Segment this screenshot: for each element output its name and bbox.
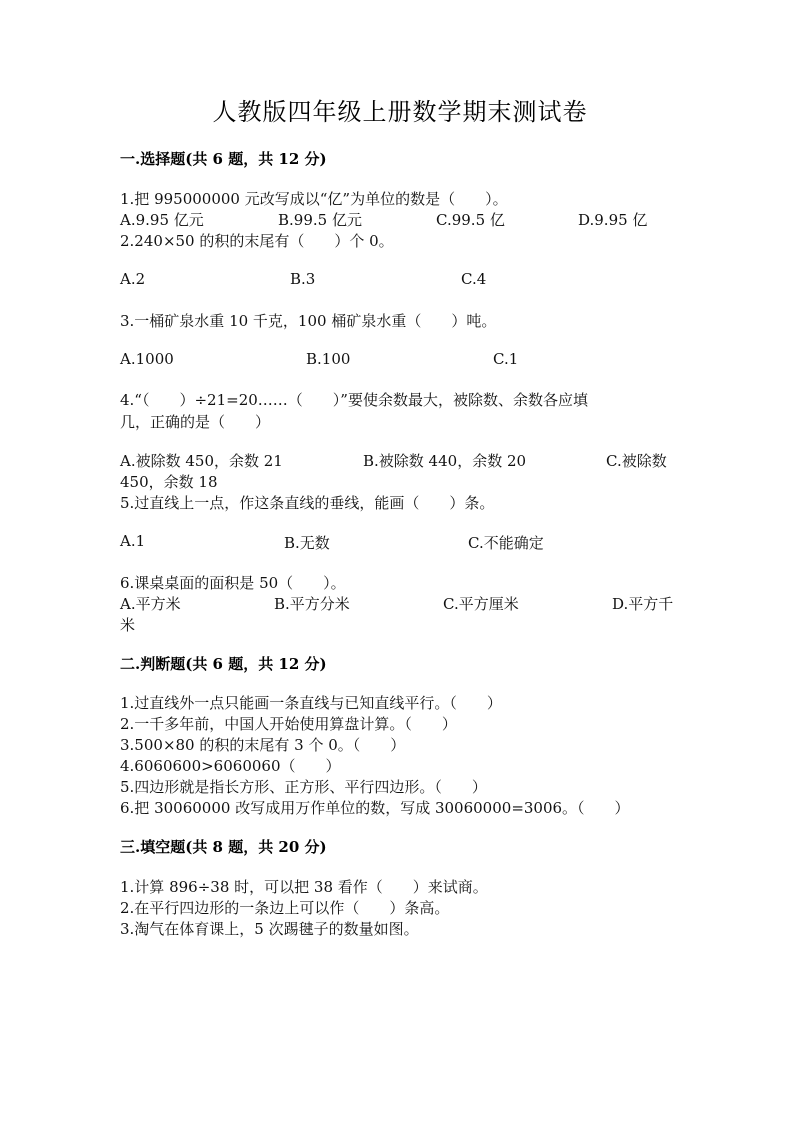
question-6-stem: 6.课桌桌面的面积是 50（ ）。: [120, 574, 346, 592]
question-4-option-b: B.被除数 440，余数 20: [363, 452, 527, 470]
question-1-option-d: D.9.95 亿: [578, 211, 648, 229]
question-2-option-c: C.4: [461, 270, 487, 288]
question-1-option-c: C.99.5 亿: [436, 211, 505, 229]
fill-item-2: 2.在平行四边形的一条边上可以作（ ）条高。: [120, 899, 450, 917]
judge-item-4: 4.6060600>6060060（ ）: [120, 757, 341, 775]
judge-item-3: 3.500×80 的积的末尾有 3 个 0。（ ）: [120, 736, 406, 754]
question-5-option-c: C.不能确定: [468, 534, 544, 552]
question-4-option-c-line2: 450，余数 18: [120, 473, 218, 491]
question-5-stem: 5.过直线上一点，作这条直线的垂线，能画（ ）条。: [120, 494, 495, 512]
question-2-stem: 2.240×50 的积的末尾有（ ）个 0。: [120, 232, 394, 250]
judge-item-6: 6.把 30060000 改写成用万作单位的数，写成 30060000=3006。（ ）: [120, 799, 630, 817]
question-4-option-c-line1: C.被除数: [606, 452, 667, 470]
judge-item-5: 5.四边形就是指长方形、正方形、平行四边形。（ ）: [120, 778, 487, 796]
question-2-option-a: A.2: [120, 270, 146, 288]
section-heading-judge: 二.判断题(共 6 题，共 12 分): [120, 655, 327, 673]
fill-item-1: 1.计算 896÷38 时，可以把 38 看作（ ）来试商。: [120, 878, 488, 896]
question-1-stem: 1.把 995000000 元改写成以“亿”为单位的数是（ ）。: [120, 190, 508, 208]
question-5-option-b: B.无数: [284, 534, 330, 552]
question-1-option-a: A.9.95 亿元: [120, 211, 204, 229]
question-6-option-a: A.平方米: [120, 595, 181, 613]
question-6-option-b: B.平方分米: [274, 595, 350, 613]
question-6-option-d-line2: 米: [120, 616, 136, 634]
question-2-option-b: B.3: [290, 270, 316, 288]
question-3-option-c: C.1: [493, 350, 519, 368]
question-4-option-a: A.被除数 450，余数 21: [120, 452, 283, 470]
question-6-option-d-line1: D.平方千: [612, 595, 674, 613]
question-1-option-b: B.99.5 亿元: [278, 211, 362, 229]
question-3-option-a: A.1000: [120, 350, 174, 368]
fill-item-3: 3.淘气在体育课上，5 次踢毽子的数量如图。: [120, 920, 419, 938]
judge-item-2: 2.一千多年前，中国人开始使用算盘计算。（ ）: [120, 715, 457, 733]
section-heading-choice: 一.选择题(共 6 题，共 12 分): [120, 150, 327, 168]
question-4-stem-line1: 4.“（ ）÷21=20……（ ）”要使余数最大，被除数、余数各应填: [120, 391, 588, 409]
question-3-stem: 3.一桶矿泉水重 10 千克，100 桶矿泉水重（ ）吨。: [120, 312, 497, 330]
judge-item-1: 1.过直线外一点只能画一条直线与已知直线平行。（ ）: [120, 694, 502, 712]
section-heading-fill: 三.填空题(共 8 题，共 20 分): [120, 838, 327, 856]
question-4-stem-line2: 几，正确的是（ ）: [120, 413, 271, 431]
question-3-option-b: B.100: [306, 350, 351, 368]
question-5-option-a: A.1: [120, 532, 146, 550]
question-6-option-c: C.平方厘米: [443, 595, 519, 613]
page-title: 人教版四年级上册数学期末测试卷: [212, 98, 588, 126]
